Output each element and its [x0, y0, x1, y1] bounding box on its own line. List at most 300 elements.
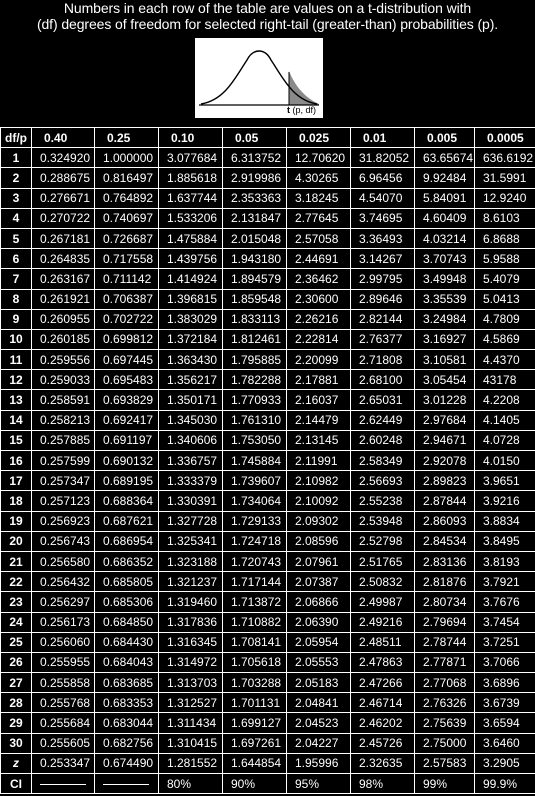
- empty-cell-dash: [32, 774, 95, 794]
- table-cell: 0.740697: [95, 208, 159, 228]
- table-cell: 3.8495: [475, 531, 535, 551]
- table-cell: 2.14479: [287, 410, 351, 430]
- table-cell: 1.336757: [159, 451, 223, 471]
- table-cell: 0.685805: [95, 572, 159, 592]
- table-cell: 2.919986: [223, 168, 287, 188]
- table-cell: 0.255858: [32, 673, 95, 693]
- row-label: 1: [1, 148, 32, 168]
- table-cell: 1.724718: [223, 531, 287, 551]
- header-probability: 0.05: [223, 128, 287, 148]
- table-cell: 2.07961: [287, 551, 351, 571]
- table-cell: 3.05454: [415, 370, 475, 390]
- table-cell: 0.764892: [95, 188, 159, 208]
- header-probability: 0.40: [32, 128, 95, 148]
- table-cell: 1.321237: [159, 572, 223, 592]
- table-cell: 0.686352: [95, 551, 159, 571]
- table-cell: 3.7454: [475, 612, 535, 632]
- table-cell: 2.53948: [351, 511, 415, 531]
- table-cell: 1.729133: [223, 511, 287, 531]
- table-row: [1, 733, 535, 753]
- table-cell: 2.49987: [351, 592, 415, 612]
- table-cell: 2.71808: [351, 350, 415, 370]
- table-row: [1, 208, 535, 228]
- table-cell: 1.734064: [223, 491, 287, 511]
- table-cell: 0.682756: [95, 733, 159, 753]
- table-cell: 0.717558: [95, 249, 159, 269]
- table-cell: 1.753050: [223, 430, 287, 450]
- table-cell: 4.4370: [475, 350, 535, 370]
- table-cell: 2.13145: [287, 430, 351, 450]
- table-cell: 2.46714: [351, 693, 415, 713]
- table-cell: 31.5991: [475, 168, 535, 188]
- table-cell: 2.52798: [351, 531, 415, 551]
- header-probability: 0.005: [415, 128, 475, 148]
- table-cell: 2.015048: [223, 228, 287, 248]
- table-cell: 2.84534: [415, 531, 475, 551]
- table-cell: 3.14267: [351, 249, 415, 269]
- table-cell: 12.9240: [475, 188, 535, 208]
- row-label: 19: [1, 511, 32, 531]
- table-cell: 1.414924: [159, 269, 223, 289]
- table-cell: 1.720743: [223, 551, 287, 571]
- table-cell: 0.263167: [32, 269, 95, 289]
- table-row: [1, 471, 535, 491]
- table-cell: 1.317836: [159, 612, 223, 632]
- table-cell: 1.703288: [223, 673, 287, 693]
- table-cell: 2.97684: [415, 410, 475, 430]
- table-cell: 1.739607: [223, 471, 287, 491]
- table-cell: 1.894579: [223, 269, 287, 289]
- table-cell: 2.45726: [351, 733, 415, 753]
- table-cell: 2.30600: [287, 289, 351, 309]
- table-cell: 1.95996: [287, 753, 351, 773]
- table-row: [1, 188, 535, 208]
- table-cell: 2.22814: [287, 329, 351, 349]
- row-label: 5: [1, 228, 32, 248]
- table-cell: 1.330391: [159, 491, 223, 511]
- table-cell: 5.4079: [475, 269, 535, 289]
- row-label: 28: [1, 693, 32, 713]
- table-cell: 2.80734: [415, 592, 475, 612]
- table-cell: 1.770933: [223, 390, 287, 410]
- table-row: [1, 713, 535, 733]
- table-cell: 2.76377: [351, 329, 415, 349]
- table-cell: 3.7066: [475, 652, 535, 672]
- table-cell: 0.260955: [32, 309, 95, 329]
- table-cell: 2.89646: [351, 289, 415, 309]
- dash-line: [103, 784, 149, 785]
- table-cell: 2.131847: [223, 208, 287, 228]
- header-probability: 0.10: [159, 128, 223, 148]
- table-cell: 1.885618: [159, 168, 223, 188]
- table-cell: 2.09302: [287, 511, 351, 531]
- table-cell: 1.316345: [159, 632, 223, 652]
- table-cell: 1.325341: [159, 531, 223, 551]
- dash-line: [40, 784, 86, 785]
- table-cell: 3.16927: [415, 329, 475, 349]
- table-cell: 1.327728: [159, 511, 223, 531]
- table-header-row: [1, 128, 535, 148]
- table-cell: 0.702722: [95, 309, 159, 329]
- table-cell: 1.363430: [159, 350, 223, 370]
- t-label-subscript: (p, df): [292, 105, 317, 115]
- table-cell: 1.761310: [223, 410, 287, 430]
- table-cell: 0.256432: [32, 572, 95, 592]
- table-cell: 3.74695: [351, 208, 415, 228]
- table-cell: 6.96456: [351, 168, 415, 188]
- table-row: [1, 612, 535, 632]
- empty-cell-dash: [95, 774, 159, 794]
- table-cell: 2.77871: [415, 652, 475, 672]
- table-cell: 636.6192: [475, 148, 535, 168]
- table-row: [1, 390, 535, 410]
- bell-curve-line: [201, 51, 317, 104]
- row-label: z: [1, 753, 32, 773]
- row-label: 25: [1, 632, 32, 652]
- table-cell: 2.49216: [351, 612, 415, 632]
- row-label: 6: [1, 249, 32, 269]
- table-row: [1, 148, 535, 168]
- table-cell: 0.674490: [95, 753, 159, 773]
- table-cell: 0.690132: [95, 451, 159, 471]
- table-cell: 1.812461: [223, 329, 287, 349]
- table-cell: 0.684430: [95, 632, 159, 652]
- table-cell: 0.256923: [32, 511, 95, 531]
- table-row: [1, 491, 535, 511]
- table-cell: 3.24984: [415, 309, 475, 329]
- table-cell: 2.55238: [351, 491, 415, 511]
- table-cell: 63.65674: [415, 148, 475, 168]
- table-cell: 0.685306: [95, 592, 159, 612]
- table-cell: 2.05553: [287, 652, 351, 672]
- table-cell: 1.350171: [159, 390, 223, 410]
- row-label: 26: [1, 652, 32, 672]
- table-cell: 2.32635: [351, 753, 415, 773]
- table-cell: 1.345030: [159, 410, 223, 430]
- table-cell: 95%: [287, 774, 351, 794]
- table-cell: 0.259033: [32, 370, 95, 390]
- table-cell: 2.77068: [415, 673, 475, 693]
- table-cell: 0.256060: [32, 632, 95, 652]
- table-cell: 3.49948: [415, 269, 475, 289]
- table-cell: 2.17881: [287, 370, 351, 390]
- row-label: 30: [1, 733, 32, 753]
- table-cell: 2.58349: [351, 451, 415, 471]
- table-cell: 3.6739: [475, 693, 535, 713]
- table-cell: 2.44691: [287, 249, 351, 269]
- table-cell: 0.692417: [95, 410, 159, 430]
- table-cell: 31.82052: [351, 148, 415, 168]
- table-cell: 0.270722: [32, 208, 95, 228]
- row-label: 14: [1, 410, 32, 430]
- table-cell: 0.684850: [95, 612, 159, 632]
- row-label: 16: [1, 451, 32, 471]
- row-label: 22: [1, 572, 32, 592]
- table-row: [1, 410, 535, 430]
- table-cell: 0.683044: [95, 713, 159, 733]
- row-label: 2: [1, 168, 32, 188]
- table-cell: 1.710882: [223, 612, 287, 632]
- row-label: 8: [1, 289, 32, 309]
- table-cell: 2.57058: [287, 228, 351, 248]
- table-cell: 1.319460: [159, 592, 223, 612]
- table-cell: 4.54070: [351, 188, 415, 208]
- row-label: 23: [1, 592, 32, 612]
- table-cell: 6.8688: [475, 228, 535, 248]
- table-cell: 99%: [415, 774, 475, 794]
- table-cell: 0.711142: [95, 269, 159, 289]
- table-cell: 1.396815: [159, 289, 223, 309]
- table-cell: 3.8193: [475, 551, 535, 571]
- table-cell: 0.683353: [95, 693, 159, 713]
- table-cell: 2.76326: [415, 693, 475, 713]
- table-cell: 3.6896: [475, 673, 535, 693]
- table-cell: 98%: [351, 774, 415, 794]
- table-cell: 2.79694: [415, 612, 475, 632]
- table-cell: 4.60409: [415, 208, 475, 228]
- row-label: 7: [1, 269, 32, 289]
- table-row: [1, 531, 535, 551]
- table-cell: 0.255955: [32, 652, 95, 672]
- table-cell: 1.717144: [223, 572, 287, 592]
- table-cell: 1.281552: [159, 753, 223, 773]
- table-cell: 2.20099: [287, 350, 351, 370]
- table-row: [1, 350, 535, 370]
- table-cell: 3.7921: [475, 572, 535, 592]
- table-cell: 3.8834: [475, 511, 535, 531]
- table-cell: 4.2208: [475, 390, 535, 410]
- table-cell: 0.706387: [95, 289, 159, 309]
- row-label: 24: [1, 612, 32, 632]
- table-cell: 2.06390: [287, 612, 351, 632]
- table-cell: 1.323188: [159, 551, 223, 571]
- table-cell: 0.256297: [32, 592, 95, 612]
- caption-line-1: Numbers in each row of the table are values on a t-distribution with: [63, 0, 472, 16]
- table-cell: 3.2905: [475, 753, 535, 773]
- table-cell: 2.86093: [415, 511, 475, 531]
- table-cell: 1.782288: [223, 370, 287, 390]
- critical-value-label: [287, 105, 316, 115]
- table-cell: 2.89823: [415, 471, 475, 491]
- table-cell: 1.637744: [159, 188, 223, 208]
- table-cell: 2.82144: [351, 309, 415, 329]
- table-cell: 12.70620: [287, 148, 351, 168]
- table-cell: 3.6460: [475, 733, 535, 753]
- table-cell: 0.699812: [95, 329, 159, 349]
- table-cell: 1.533206: [159, 208, 223, 228]
- table-cell: 2.83136: [415, 551, 475, 571]
- table-cell: 1.310415: [159, 733, 223, 753]
- table-cell: 0.693829: [95, 390, 159, 410]
- table-cell: 1.312527: [159, 693, 223, 713]
- table-cell: 2.75639: [415, 713, 475, 733]
- table-cell: 0.683685: [95, 673, 159, 693]
- table-cell: 2.62449: [351, 410, 415, 430]
- table-row: [1, 572, 535, 592]
- table-cell: 3.01228: [415, 390, 475, 410]
- table-cell: 2.04227: [287, 733, 351, 753]
- table-cell: 4.7809: [475, 309, 535, 329]
- table-cell: 1.340606: [159, 430, 223, 450]
- table-cell: 9.92484: [415, 168, 475, 188]
- table-cell: 0.258213: [32, 410, 95, 430]
- table-cell: 1.943180: [223, 249, 287, 269]
- table-cell: 2.26216: [287, 309, 351, 329]
- row-label: 12: [1, 370, 32, 390]
- table-cell: 5.9588: [475, 249, 535, 269]
- header-probability: 0.25: [95, 128, 159, 148]
- table-cell: 3.18245: [287, 188, 351, 208]
- table-cell: 4.0728: [475, 430, 535, 450]
- table-cell: 2.75000: [415, 733, 475, 753]
- table-cell: 2.48511: [351, 632, 415, 652]
- row-label: 13: [1, 390, 32, 410]
- table-cell: 1.383029: [159, 309, 223, 329]
- table-cell: 2.05954: [287, 632, 351, 652]
- table-cell: 1.745884: [223, 451, 287, 471]
- table-cell: 2.65031: [351, 390, 415, 410]
- table-cell: 0.695483: [95, 370, 159, 390]
- table-cell: 1.372184: [159, 329, 223, 349]
- table-cell: 2.11991: [287, 451, 351, 471]
- table-cell: 3.36493: [351, 228, 415, 248]
- table-cell: 1.313703: [159, 673, 223, 693]
- row-label: 18: [1, 491, 32, 511]
- table-row: [1, 592, 535, 612]
- table-cell: 2.51765: [351, 551, 415, 571]
- table-cell: 0.324920: [32, 148, 95, 168]
- table-cell: 0.256743: [32, 531, 95, 551]
- table-cell: 2.87844: [415, 491, 475, 511]
- table-caption: [0, 0, 535, 32]
- table-cell: 0.260185: [32, 329, 95, 349]
- table-cell: 1.333379: [159, 471, 223, 491]
- table-cell: 0.697445: [95, 350, 159, 370]
- table-cell: 0.253347: [32, 753, 95, 773]
- table-cell: 1.356217: [159, 370, 223, 390]
- row-label: 9: [1, 309, 32, 329]
- table-cell: 2.10982: [287, 471, 351, 491]
- table-cell: 1.311434: [159, 713, 223, 733]
- table-row: [1, 673, 535, 693]
- table-cell: 0.257599: [32, 451, 95, 471]
- table-cell: 0.255605: [32, 733, 95, 753]
- table-body: [1, 148, 535, 794]
- table-cell: 4.1405: [475, 410, 535, 430]
- table-cell: 0.684043: [95, 652, 159, 672]
- table-row: [1, 249, 535, 269]
- table-cell: 2.99795: [351, 269, 415, 289]
- table-cell: 3.7251: [475, 632, 535, 652]
- table-row: [1, 289, 535, 309]
- table-cell: 0.257347: [32, 471, 95, 491]
- table-cell: 0.256580: [32, 551, 95, 571]
- row-label: 10: [1, 329, 32, 349]
- table-cell: 2.16037: [287, 390, 351, 410]
- table-cell: 0.688364: [95, 491, 159, 511]
- row-label: 11: [1, 350, 32, 370]
- table-cell: 2.353363: [223, 188, 287, 208]
- header-probability: 0.0005: [475, 128, 535, 148]
- table-row: [1, 753, 535, 773]
- table-cell: 5.84091: [415, 188, 475, 208]
- table-cell: 2.47266: [351, 673, 415, 693]
- table-cell: 2.36462: [287, 269, 351, 289]
- table-row: [1, 228, 535, 248]
- table-cell: 3.35539: [415, 289, 475, 309]
- table-cell: 2.94671: [415, 430, 475, 450]
- table-cell: 2.81876: [415, 572, 475, 592]
- table-cell: 6.313752: [223, 148, 287, 168]
- table-cell: 1.644854: [223, 753, 287, 773]
- table-cell: 0.276671: [32, 188, 95, 208]
- table-cell: 2.08596: [287, 531, 351, 551]
- table-cell: 4.0150: [475, 451, 535, 471]
- table-cell: 4.30265: [287, 168, 351, 188]
- table-cell: 1.475884: [159, 228, 223, 248]
- table-row: [1, 370, 535, 390]
- table-cell: 0.256173: [32, 612, 95, 632]
- table-cell: 0.687621: [95, 511, 159, 531]
- table-cell: 4.03214: [415, 228, 475, 248]
- table-cell: 43178: [475, 370, 535, 390]
- row-label: CI: [1, 774, 32, 794]
- table-cell: 2.68100: [351, 370, 415, 390]
- table-cell: 0.686954: [95, 531, 159, 551]
- table-cell: 0.261921: [32, 289, 95, 309]
- table-cell: 2.60248: [351, 430, 415, 450]
- table-cell: 3.70743: [415, 249, 475, 269]
- row-label: 29: [1, 713, 32, 733]
- t-distribution-table: [0, 127, 535, 794]
- table-row: [1, 329, 535, 349]
- table-cell: 1.708141: [223, 632, 287, 652]
- table-cell: 0.258591: [32, 390, 95, 410]
- table-cell: 3.077684: [159, 148, 223, 168]
- header-probability: 0.025: [287, 128, 351, 148]
- table-cell: 3.10581: [415, 350, 475, 370]
- caption-line-2: (df) degrees of freedom for selected right-tail (greater-than) probabilities (p).: [36, 16, 499, 32]
- table-cell: 8.6103: [475, 208, 535, 228]
- table-cell: 1.795885: [223, 350, 287, 370]
- table-row: [1, 511, 535, 531]
- row-label: 21: [1, 551, 32, 571]
- table-cell: 0.691197: [95, 430, 159, 450]
- table-cell: 1.705618: [223, 652, 287, 672]
- table-row: [1, 269, 535, 289]
- table-cell: 0.264835: [32, 249, 95, 269]
- table-row: [1, 693, 535, 713]
- table-cell: 1.699127: [223, 713, 287, 733]
- table-cell: 90%: [223, 774, 287, 794]
- table-cell: 1.833113: [223, 309, 287, 329]
- table-row: [1, 430, 535, 450]
- table-cell: 2.10092: [287, 491, 351, 511]
- table-cell: 0.257885: [32, 430, 95, 450]
- table-cell: 0.816497: [95, 168, 159, 188]
- table-row: [1, 774, 535, 794]
- table-cell: 1.314972: [159, 652, 223, 672]
- table-cell: 1.000000: [95, 148, 159, 168]
- table-cell: 2.56693: [351, 471, 415, 491]
- table-cell: 2.57583: [415, 753, 475, 773]
- table-cell: 0.689195: [95, 471, 159, 491]
- table-cell: 2.77645: [287, 208, 351, 228]
- row-label: 4: [1, 208, 32, 228]
- table-cell: 1.859548: [223, 289, 287, 309]
- table-cell: 3.6594: [475, 713, 535, 733]
- table-cell: 0.255768: [32, 693, 95, 713]
